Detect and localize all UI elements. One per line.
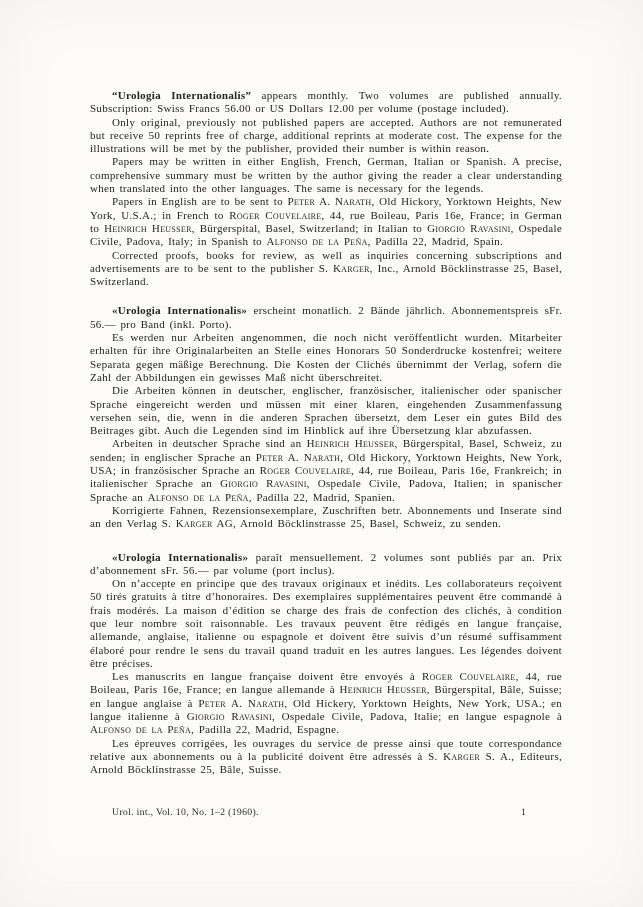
text-run: , Old Hickory, Yorktown Heights, New York, USA; in französischer Sprache an (90, 451, 562, 478)
text-run: , Inc., Arnold Böcklinstrasse 25, Basel, Switzerland. (90, 262, 562, 289)
person-name: Giorgio Ravasini (186, 711, 272, 724)
person-name: Roger Couvelaire (229, 209, 322, 222)
page-number: 1 (521, 807, 527, 818)
text-run: , Old Hickery, Yorktown Heights, New York, USA.; en langue italienne à (90, 697, 562, 724)
text-run: , Bürgerspital, Basel, Switzerland; in Italian to (191, 222, 428, 235)
paragraph (90, 438, 562, 504)
text-run: Les épreuves corrigées, les ouvrages du service de presse ainsi que toute correspondance relative aux abonnements ou à la publicité doivent être adressés à S. (90, 737, 562, 763)
paragraph (90, 196, 562, 249)
text-run: , Bürgerspital, Basel, Schweiz, zu senden; in englischer Sprache an (90, 438, 562, 464)
text-run: Arbeiten in deutscher Sprache sind an (112, 438, 307, 451)
person-name: Roger Couvelaire (421, 671, 516, 684)
text-run: , Bürgerspital, Bâle, Suisse; en langue anglaise à (90, 684, 562, 710)
text-run: Only original, previously not published papers are accepted. Authors are not remunerated but receive 50 reprints free of charge, additional reprints at moderate cost. The expense for the illustrations will be met by the publisher, provided their number is within reason. (90, 116, 562, 156)
text-run: , Padilla 22, Madrid, Spain. (367, 236, 504, 249)
text-run: S. A., Editeurs, Arnold Böcklinstrasse 25, Bâle, Suisse. (90, 750, 562, 777)
section-french (90, 552, 562, 778)
text-run: erscheint monatlich. 2 Bände jährlich. Abonnementspreis sFr. 56.— pro Band (inkl. Porto). (90, 305, 562, 331)
person-name: Giorgio Ravasini (427, 222, 511, 235)
paragraph (90, 90, 562, 117)
text-run: Papers in English are to be sent to (112, 196, 288, 209)
text-run: , 44, rue Boileau, Paris 16e, France; in German to (90, 209, 562, 235)
person-name: Heinrich Heusser (339, 684, 427, 697)
paragraph (90, 578, 562, 671)
text-run: paraît mensuellement. 2 volumes sont publiés par an. Prix d’abonnement sFr. 56.— par volume (port inclus). (90, 551, 562, 577)
paragraph (90, 305, 562, 332)
text-run: , Ospedale Civile, Padova, Italie; en langue espagnole à (271, 711, 563, 724)
text-run: , Ospedale Civile, Padova, Italy; in Spanish to (90, 222, 563, 249)
paragraph (90, 117, 562, 157)
text-run: AG, Arnold Böcklinstrasse 25, Basel, Schweiz, zu senden. (212, 518, 502, 531)
person-name: Karger (175, 518, 213, 531)
text-run: , 44, rue Boileau, Paris 16e, Frankreich; in italienischer Sprache an (90, 465, 562, 491)
journal-title: «Urologia Internationalis» (112, 305, 248, 318)
journal-title: “Urologia Internationalis” (112, 90, 252, 102)
text-run: appears monthly. Two volumes are published annually. Subscription: Swiss Francs 56.00 or US Dollars 12.00 per volume (postage included). (90, 90, 562, 116)
paragraph (90, 250, 562, 290)
section-english (90, 90, 562, 289)
person-name: Alfonso de la Peña (147, 491, 249, 504)
person-name: Heinrich Heusser (104, 222, 192, 235)
text-run: Papers may be written in either English, French, German, Italian or Spanish. A precise, comprehensive summary must be written by the author giving the reader a clear understanding when translated into the other languages. The same is necessary for the legends. (90, 156, 562, 196)
footer-citation: Urol. int., Vol. 10, No. 1–2 (1960). (112, 807, 259, 818)
person-name: Heinrich Heusser (306, 438, 395, 451)
person-name: Peter A. Narath (287, 196, 372, 209)
text-run: Corrected proofs, books for review, as well as inquiries concerning subscriptions and advertisements are to be sent to the publisher S. (90, 249, 562, 275)
text-run: , Padilla 22, Madrid, Spanien. (248, 491, 396, 504)
paragraph (90, 738, 562, 778)
text-run: Les manuscrits en langue française doivent être envoyés à (112, 671, 422, 684)
person-name: Roger Couvelaire (259, 465, 352, 478)
paragraph (90, 505, 562, 532)
person-name: Alfonso de la Peña (266, 236, 368, 249)
journal-title: «Urologia Internationalis» (112, 551, 249, 564)
section-german (90, 305, 562, 531)
paragraph (90, 156, 562, 196)
text-run: Die Arbeiten können in deutscher, englischer, französischer, italienischer oder spanischer Sprache eingereicht werden und müssen mit einer klaren, eingehenden Zusammenfassung versehen sein, die, wenn in die anderen Sprachen übersetzt, dem Leser ein gutes Bild des Beitrages gibt. Auch die Legenden sind im Hinblick auf ihre Übersetzung klar abzufassen. (90, 385, 562, 438)
person-name: Karger (443, 750, 481, 763)
paragraph (90, 385, 562, 438)
person-name: Karger (332, 262, 370, 275)
paragraph (90, 332, 562, 385)
text-run: , Ospedale Civile, Padova, Italien; in spanischer Sprache an (90, 478, 562, 504)
paragraph (90, 671, 562, 737)
person-name: Peter A. Narath (198, 697, 285, 710)
person-name: Alfonso de la Peña (90, 724, 192, 737)
text-run: Korrigierte Fahnen, Rezensionsexemplare, Zuschriften betr. Abonnements und Inserate sind an den Verlag S. (90, 504, 562, 531)
person-name: Peter A. Narath (255, 451, 341, 464)
paragraph (90, 552, 562, 579)
text-run: Es werden nur Arbeiten angenommen, die noch nicht veröffentlicht wurden. Mitarbeiter erhalten für ihre Originalarbeiten an Stelle eines Honorars 50 Sonderdrucke kostenfrei; weitere Separata gegen mäßige Berechnung. Die Kosten der Clichés übernimmt der Verlag, sofern die Zahl der Abbildungen ein gewisses Maß nicht überschreitet. (90, 332, 562, 384)
text-run: , 44, rue Boileau, Paris 16e, France; en langue allemande à (90, 671, 562, 697)
instructions-to-authors (90, 90, 562, 778)
text-run: On n’accepte en principe que des travaux originaux et inédits. Les collaborateurs reçoivent 50 tirés gratuits à titre d’honoraires. Des exemplaires supplémentaires peuvent être commandé à frais modérés. La maison d’édition se charge des frais de confection des clichés, à condition que leur nombre soit raisonnable. Les travaux peuvent être rédigés en langue française, allemande, anglaise, italienne ou espagnole et doivent être suivis d’un résumé suffisamment élaboré pour rendre le sens du travail quand traduit en les autres langues. Les légendes doivent être précises. (90, 578, 562, 670)
text-run: , Old Hickory, Yorktown Heights, New York, U.S.A.; in French to (90, 196, 563, 222)
person-name: Giorgio Ravasini (220, 478, 307, 491)
text-run: , Padilla 22, Madrid, Espagne. (191, 724, 340, 737)
